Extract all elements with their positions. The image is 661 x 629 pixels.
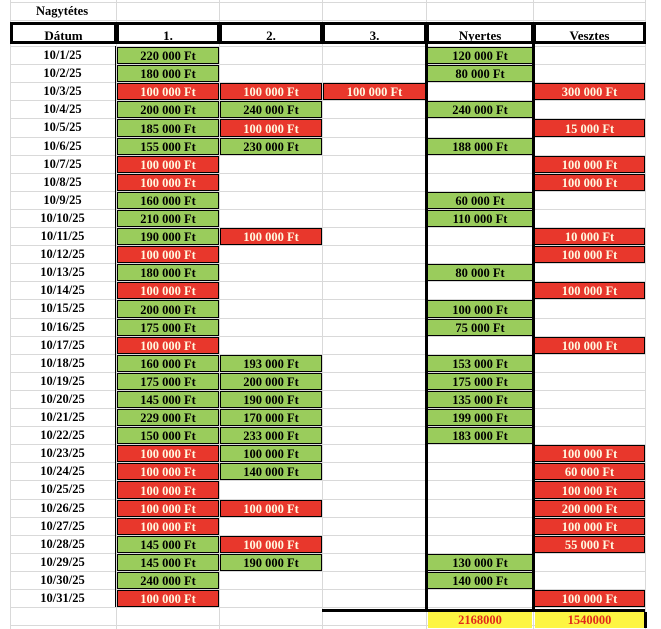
bet-cell-2[interactable]: 190 000 Ft bbox=[220, 391, 322, 408]
date-cell[interactable]: 10/4/25 bbox=[10, 100, 116, 118]
bet-cell-3[interactable] bbox=[323, 536, 426, 553]
winner-cell[interactable]: 75 000 Ft bbox=[427, 319, 533, 336]
bet-cell-1[interactable]: 100 000 Ft bbox=[117, 156, 219, 173]
bet-cell-2[interactable]: 100 000 Ft bbox=[220, 500, 322, 517]
bet-cell-1[interactable]: 100 000 Ft bbox=[117, 500, 219, 517]
bet-cell-1[interactable]: 100 000 Ft bbox=[117, 337, 219, 354]
winner-cell[interactable]: 100 000 Ft bbox=[427, 300, 533, 318]
bet-cell-2[interactable] bbox=[220, 47, 322, 64]
bet-cell-1[interactable]: 145 000 Ft bbox=[117, 536, 219, 553]
date-cell[interactable]: 10/20/25 bbox=[10, 390, 116, 408]
winner-border-right bbox=[532, 22, 535, 611]
loser-cell[interactable]: 100 000 Ft bbox=[534, 246, 645, 263]
date-cell[interactable]: 10/1/25 bbox=[10, 46, 116, 64]
bet-cell-1[interactable]: 100 000 Ft bbox=[117, 83, 219, 100]
bet-cell-2[interactable]: 170 000 Ft bbox=[220, 409, 322, 426]
bet-cell-1[interactable]: 220 000 Ft bbox=[117, 47, 219, 64]
loser-cell[interactable] bbox=[534, 210, 645, 227]
bet-cell-3[interactable] bbox=[323, 192, 426, 209]
date-cell[interactable]: 10/10/25 bbox=[10, 209, 116, 227]
bet-cell-2[interactable]: 230 000 Ft bbox=[220, 138, 322, 155]
winner-cell[interactable]: 188 000 Ft bbox=[427, 138, 533, 155]
bet-cell-3[interactable] bbox=[323, 445, 426, 462]
bet-cell-1[interactable]: 160 000 Ft bbox=[117, 192, 219, 209]
bet-cell-2[interactable] bbox=[220, 319, 322, 336]
bet-cell-1[interactable]: 180 000 Ft bbox=[117, 264, 219, 281]
loser-cell[interactable] bbox=[534, 192, 645, 209]
winner-cell[interactable] bbox=[427, 337, 533, 354]
bet-cell-2[interactable]: 100 000 Ft bbox=[220, 228, 322, 245]
date-cell[interactable]: 10/31/25 bbox=[10, 589, 116, 607]
grid-line bbox=[10, 20, 645, 21]
date-cell[interactable]: 10/14/25 bbox=[10, 281, 116, 299]
bet-cell-2[interactable]: 193 000 Ft bbox=[220, 355, 322, 372]
bet-cell-2[interactable] bbox=[220, 481, 322, 499]
date-cell[interactable]: 10/24/25 bbox=[10, 462, 116, 480]
bet-cell-2[interactable]: 100 000 Ft bbox=[220, 536, 322, 553]
bet-cell-1[interactable]: 100 000 Ft bbox=[117, 463, 219, 480]
loser-cell[interactable] bbox=[534, 427, 645, 444]
loser-cell[interactable]: 100 000 Ft bbox=[534, 590, 645, 607]
header-col-2[interactable]: 2. bbox=[219, 22, 323, 44]
date-cell[interactable]: 10/16/25 bbox=[10, 318, 116, 336]
bet-cell-1[interactable]: 210 000 Ft bbox=[117, 210, 219, 227]
header-winner[interactable]: Nyertes bbox=[426, 22, 534, 44]
date-cell[interactable]: 10/19/25 bbox=[10, 372, 116, 390]
bet-cell-3[interactable] bbox=[323, 481, 426, 499]
winner-cell[interactable]: 110 000 Ft bbox=[427, 210, 533, 227]
header-col-1[interactable]: 1. bbox=[116, 22, 220, 44]
date-cell[interactable]: 10/6/25 bbox=[10, 137, 116, 155]
loser-cell[interactable] bbox=[534, 572, 645, 589]
bet-cell-2[interactable] bbox=[220, 300, 322, 318]
loser-cell[interactable] bbox=[534, 101, 645, 118]
winner-cell[interactable]: 120 000 Ft bbox=[427, 47, 533, 64]
bet-cell-3[interactable] bbox=[323, 228, 426, 245]
bet-cell-3[interactable] bbox=[323, 500, 426, 517]
bet-cell-3[interactable] bbox=[323, 282, 426, 299]
loser-cell[interactable] bbox=[534, 391, 645, 408]
bet-cell-2[interactable] bbox=[220, 264, 322, 281]
bet-cell-3[interactable] bbox=[323, 47, 426, 64]
bet-cell-1[interactable]: 100 000 Ft bbox=[117, 174, 219, 191]
bet-cell-3[interactable] bbox=[323, 300, 426, 318]
bet-cell-1[interactable]: 190 000 Ft bbox=[117, 228, 219, 245]
bet-cell-2[interactable] bbox=[220, 518, 322, 535]
loser-cell[interactable] bbox=[534, 264, 645, 281]
loser-cell[interactable]: 100 000 Ft bbox=[534, 445, 645, 462]
bet-cell-3[interactable] bbox=[323, 590, 426, 607]
bet-cell-2[interactable] bbox=[220, 210, 322, 227]
bet-cell-2[interactable] bbox=[220, 572, 322, 589]
loser-cell[interactable] bbox=[534, 373, 645, 390]
date-cell[interactable]: 10/13/25 bbox=[10, 263, 116, 281]
winner-cell[interactable] bbox=[427, 156, 533, 173]
bet-cell-2[interactable]: 100 000 Ft bbox=[220, 83, 322, 100]
winner-cell[interactable] bbox=[427, 445, 533, 462]
bet-cell-1[interactable]: 185 000 Ft bbox=[117, 119, 219, 137]
bet-cell-2[interactable] bbox=[220, 246, 322, 263]
loser-cell[interactable]: 60 000 Ft bbox=[534, 463, 645, 480]
bet-cell-1[interactable]: 100 000 Ft bbox=[117, 481, 219, 499]
winner-cell[interactable] bbox=[427, 481, 533, 499]
date-cell[interactable]: 10/30/25 bbox=[10, 571, 116, 589]
bet-cell-2[interactable]: 240 000 Ft bbox=[220, 101, 322, 118]
bet-cell-1[interactable]: 145 000 Ft bbox=[117, 554, 219, 571]
loser-cell[interactable]: 55 000 Ft bbox=[534, 536, 645, 553]
winner-cell[interactable] bbox=[427, 463, 533, 480]
loser-cell[interactable] bbox=[534, 554, 645, 571]
winner-cell[interactable] bbox=[427, 500, 533, 517]
winner-cell[interactable] bbox=[427, 83, 533, 100]
bet-cell-1[interactable]: 100 000 Ft bbox=[117, 590, 219, 607]
loser-cell[interactable]: 200 000 Ft bbox=[534, 500, 645, 517]
bet-cell-3[interactable] bbox=[323, 319, 426, 336]
bet-cell-3[interactable] bbox=[323, 101, 426, 118]
loser-cell[interactable] bbox=[534, 47, 645, 64]
bet-cell-2[interactable]: 140 000 Ft bbox=[220, 463, 322, 480]
date-cell[interactable]: 10/29/25 bbox=[10, 553, 116, 571]
winner-cell[interactable]: 140 000 Ft bbox=[427, 572, 533, 589]
winner-cell[interactable]: 60 000 Ft bbox=[427, 192, 533, 209]
bet-cell-3[interactable] bbox=[323, 174, 426, 191]
totals-right-border bbox=[644, 612, 647, 628]
loser-cell[interactable] bbox=[534, 409, 645, 426]
winner-cell[interactable]: 240 000 Ft bbox=[427, 101, 533, 118]
date-cell[interactable]: 10/12/25 bbox=[10, 245, 116, 263]
winner-cell[interactable]: 135 000 Ft bbox=[427, 391, 533, 408]
loser-cell[interactable]: 15 000 Ft bbox=[534, 119, 645, 137]
grid-line bbox=[10, 607, 645, 608]
bet-cell-1[interactable]: 100 000 Ft bbox=[117, 246, 219, 263]
bet-cell-3[interactable] bbox=[323, 355, 426, 372]
bet-cell-3[interactable] bbox=[323, 210, 426, 227]
winner-cell[interactable] bbox=[427, 174, 533, 191]
bet-cell-1[interactable]: 155 000 Ft bbox=[117, 138, 219, 155]
bet-cell-2[interactable] bbox=[220, 282, 322, 299]
loser-cell[interactable] bbox=[534, 319, 645, 336]
winner-cell[interactable] bbox=[427, 246, 533, 263]
loser-cell[interactable]: 10 000 Ft bbox=[534, 228, 645, 245]
bet-cell-3[interactable]: 100 000 Ft bbox=[323, 83, 426, 100]
bet-cell-3[interactable] bbox=[323, 391, 426, 408]
bet-cell-2[interactable] bbox=[220, 174, 322, 191]
date-cell[interactable]: 10/22/25 bbox=[10, 426, 116, 444]
bet-cell-2[interactable]: 100 000 Ft bbox=[220, 445, 322, 462]
loser-cell[interactable] bbox=[534, 138, 645, 155]
winner-cell[interactable] bbox=[427, 119, 533, 137]
winner-cell[interactable]: 80 000 Ft bbox=[427, 264, 533, 281]
bet-cell-3[interactable] bbox=[323, 409, 426, 426]
bet-cell-1[interactable]: 100 000 Ft bbox=[117, 518, 219, 535]
loser-cell[interactable]: 100 000 Ft bbox=[534, 481, 645, 499]
total-winner[interactable]: 2168000 bbox=[428, 612, 532, 628]
date-cell[interactable]: 10/5/25 bbox=[10, 118, 116, 137]
bet-cell-1[interactable]: 150 000 Ft bbox=[117, 427, 219, 444]
bet-cell-2[interactable] bbox=[220, 590, 322, 607]
bet-cell-1[interactable]: 145 000 Ft bbox=[117, 391, 219, 408]
loser-cell[interactable]: 300 000 Ft bbox=[534, 83, 645, 100]
bet-cell-2[interactable]: 233 000 Ft bbox=[220, 427, 322, 444]
bet-cell-3[interactable] bbox=[323, 138, 426, 155]
bet-cell-2[interactable] bbox=[220, 65, 322, 82]
winner-cell[interactable] bbox=[427, 518, 533, 535]
winner-cell[interactable] bbox=[427, 282, 533, 299]
date-cell[interactable]: 10/9/25 bbox=[10, 191, 116, 209]
date-cell[interactable]: 10/17/25 bbox=[10, 336, 116, 354]
bet-cell-3[interactable] bbox=[323, 246, 426, 263]
bet-cell-3[interactable] bbox=[323, 264, 426, 281]
header-loser[interactable]: Vesztes bbox=[533, 22, 646, 44]
bet-cell-2[interactable]: 100 000 Ft bbox=[220, 119, 322, 137]
header-col-3[interactable]: 3. bbox=[322, 22, 427, 44]
bet-cell-2[interactable]: 190 000 Ft bbox=[220, 554, 322, 571]
date-cell[interactable]: 10/18/25 bbox=[10, 354, 116, 372]
winner-cell[interactable] bbox=[427, 228, 533, 245]
bet-cell-3[interactable] bbox=[323, 65, 426, 82]
bet-cell-3[interactable] bbox=[323, 373, 426, 390]
loser-cell[interactable]: 100 000 Ft bbox=[534, 518, 645, 535]
bet-cell-1[interactable]: 160 000 Ft bbox=[117, 355, 219, 372]
bet-cell-2[interactable] bbox=[220, 192, 322, 209]
loser-cell[interactable]: 100 000 Ft bbox=[534, 174, 645, 191]
bet-cell-3[interactable] bbox=[323, 463, 426, 480]
date-cell[interactable]: 10/21/25 bbox=[10, 408, 116, 426]
winner-cell[interactable]: 199 000 Ft bbox=[427, 409, 533, 426]
header-date[interactable]: Dátum bbox=[10, 22, 117, 44]
bet-cell-2[interactable]: 200 000 Ft bbox=[220, 373, 322, 390]
bet-cell-1[interactable]: 175 000 Ft bbox=[117, 373, 219, 390]
bet-cell-3[interactable] bbox=[323, 119, 426, 137]
date-cell[interactable]: 10/11/25 bbox=[10, 227, 116, 245]
bet-cell-3[interactable] bbox=[323, 337, 426, 354]
bet-cell-2[interactable] bbox=[220, 156, 322, 173]
loser-cell[interactable]: 100 000 Ft bbox=[534, 337, 645, 354]
winner-cell[interactable] bbox=[427, 590, 533, 607]
bet-cell-1[interactable]: 100 000 Ft bbox=[117, 445, 219, 462]
bet-cell-1[interactable]: 180 000 Ft bbox=[117, 65, 219, 82]
bet-cell-3[interactable] bbox=[323, 518, 426, 535]
winner-cell[interactable]: 153 000 Ft bbox=[427, 355, 533, 372]
loser-cell[interactable] bbox=[534, 355, 645, 372]
bet-cell-1[interactable]: 100 000 Ft bbox=[117, 282, 219, 299]
sheet-title[interactable]: Nagytétes bbox=[36, 4, 89, 18]
date-cell[interactable]: 10/26/25 bbox=[10, 499, 116, 517]
bet-cell-1[interactable]: 240 000 Ft bbox=[117, 572, 219, 589]
loser-cell[interactable] bbox=[534, 300, 645, 318]
date-cell[interactable]: 10/3/25 bbox=[10, 82, 116, 100]
bet-cell-1[interactable]: 200 000 Ft bbox=[117, 300, 219, 318]
total-loser[interactable]: 1540000 bbox=[535, 612, 644, 628]
date-cell[interactable]: 10/23/25 bbox=[10, 444, 116, 462]
date-cell[interactable]: 10/8/25 bbox=[10, 173, 116, 191]
winner-border-left bbox=[425, 22, 428, 611]
bet-cell-1[interactable]: 200 000 Ft bbox=[117, 101, 219, 118]
loser-cell[interactable]: 100 000 Ft bbox=[534, 282, 645, 299]
winner-cell[interactable]: 80 000 Ft bbox=[427, 65, 533, 82]
date-cell[interactable]: 10/28/25 bbox=[10, 535, 116, 553]
winner-cell[interactable]: 130 000 Ft bbox=[427, 554, 533, 571]
grid-line bbox=[645, 0, 646, 629]
date-cell[interactable]: 10/27/25 bbox=[10, 517, 116, 535]
bet-cell-2[interactable] bbox=[220, 337, 322, 354]
date-cell[interactable]: 10/2/25 bbox=[10, 64, 116, 82]
date-cell[interactable]: 10/15/25 bbox=[10, 299, 116, 318]
bet-cell-3[interactable] bbox=[323, 572, 426, 589]
date-cell[interactable]: 10/25/25 bbox=[10, 480, 116, 499]
bet-cell-1[interactable]: 175 000 Ft bbox=[117, 319, 219, 336]
bet-cell-3[interactable] bbox=[323, 554, 426, 571]
date-cell[interactable]: 10/7/25 bbox=[10, 155, 116, 173]
bet-cell-3[interactable] bbox=[323, 427, 426, 444]
loser-cell[interactable]: 100 000 Ft bbox=[534, 156, 645, 173]
winner-cell[interactable]: 175 000 Ft bbox=[427, 373, 533, 390]
winner-cell[interactable]: 183 000 Ft bbox=[427, 427, 533, 444]
bet-cell-1[interactable]: 229 000 Ft bbox=[117, 409, 219, 426]
bet-cell-3[interactable] bbox=[323, 156, 426, 173]
winner-cell[interactable] bbox=[427, 536, 533, 553]
loser-cell[interactable] bbox=[534, 65, 645, 82]
